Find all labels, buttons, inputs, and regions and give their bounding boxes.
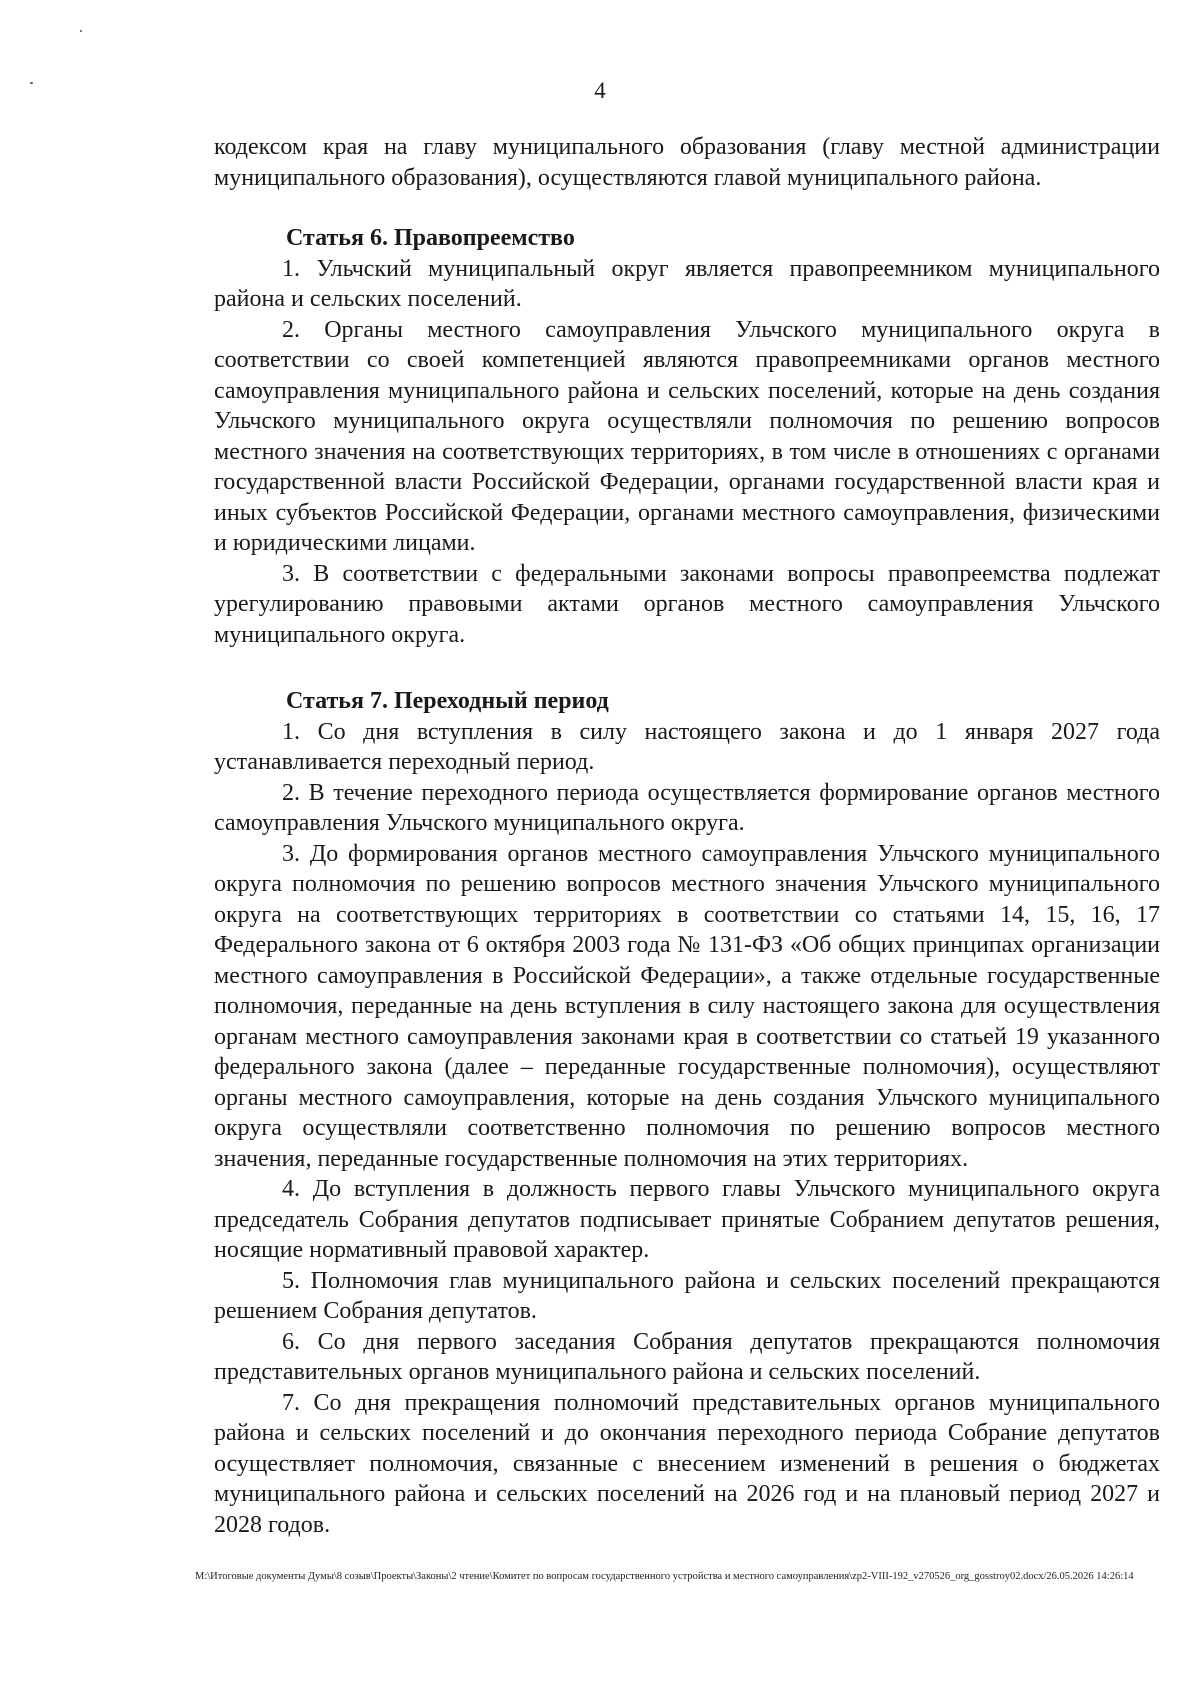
- article-6-paragraph-1: 1. Ульчский муниципальный округ является правопреемником муниципального района и сельских поселений.: [214, 255, 1160, 312]
- article-7-paragraph-5: 5. Полномочия глав муниципального района и сельских поселений прекращаются решением Собрания депутатов.: [214, 1267, 1160, 1324]
- article-7-paragraph-7: 7. Со дня прекращения полномочий представительных органов муниципального района и сельских поселений и до окончания переходного периода Собрание депутатов осуществляет полномочия, связанные с внесением изменений в решения о бюджетах муниципального района и сельских поселений на 2026 год и на плановый период 2027 и 2028 годов.: [214, 1389, 1160, 1538]
- article-7-title: Статья 7. Переходный период: [286, 688, 609, 714]
- article-7-paragraph-6: 6. Со дня первого заседания Собрания депутатов прекращаются полномочия представительных органов муниципального района и сельских поселений.: [214, 1328, 1160, 1385]
- page-number: 4: [594, 78, 606, 103]
- article-7-paragraph-3: 3. До формирования органов местного самоуправления Ульчского муниципального округа полномочия по решению вопросов местного значения Ульчского муниципального округа на соответствующих территориях в соответствии со статьями 14, 15, 16, 17 Федерального закона от 6 октября 2003 года № 131-ФЗ «Об общих принципах организации местного самоуправления в Российской Федерации», а также отдельные государственные полномочия, переданные на день вступления в силу настоящего закона для осуществления органам местного самоуправления законами края в соответствии со статьей 19 указанного федерального закона (далее – переданные государственные полномочия), осуществляют органы местного самоуправления, которые на день создания Ульчского муниципального округа осуществляли соответственно полномочия по решению вопросов местного значения, переданные государственные полномочия на этих территориях.: [214, 840, 1160, 1172]
- article-6-title: Статья 6. Правопреемство: [286, 225, 575, 251]
- scan-speck: [80, 30, 82, 32]
- article-6-paragraph-3: 3. В соответствии с федеральными законами вопросы правопреемства подлежат урегулированию правовыми актами органов местного самоуправления Ульчского муниципального округа.: [214, 560, 1160, 648]
- article-7-paragraph-2: 2. В течение переходного периода осуществляется формирование органов местного самоуправления Ульчского муниципального округа.: [214, 779, 1160, 836]
- intro-paragraph: кодексом края на главу муниципального образования (главу местной администрации муниципального образования), осуществляются главой муниципального района.: [214, 134, 1160, 191]
- article-7-paragraph-1: 1. Со дня вступления в силу настоящего закона и до 1 января 2027 года устанавливается переходный период.: [214, 718, 1160, 775]
- article-6-paragraph-2: 2. Органы местного самоуправления Ульчского муниципального округа в соответствии со своей компетенцией являются правопреемниками органов местного самоуправления муниципального района и сельских поселений, которые на день создания Ульчского муниципального округа осуществляли полномочия по решению вопросов местного значения на соответствующих территориях, в том числе в отношениях с органами государственной власти Российской Федерации, органами государственной власти края и иных субъектов Российской Федерации, органами местного самоуправления, физическими и юридическими лицами.: [214, 316, 1160, 556]
- article-7-paragraph-4: 4. До вступления в должность первого главы Ульчского муниципального округа председатель Собрания депутатов подписывает принятые Собранием депутатов решения, носящие нормативный правовой характер.: [214, 1176, 1160, 1263]
- file-path-footer: M:\Итоговые документы Думы\8 созыв\Проекты\Законы\2 чтение\Комитет по вопросам государственного устройства и местного самоуправления\zp2-VIII-192_v270526_org_gosstroy02.docx/26.05.2026 14:26:14: [195, 1571, 1134, 1582]
- document-body: [214, 132, 1160, 1540]
